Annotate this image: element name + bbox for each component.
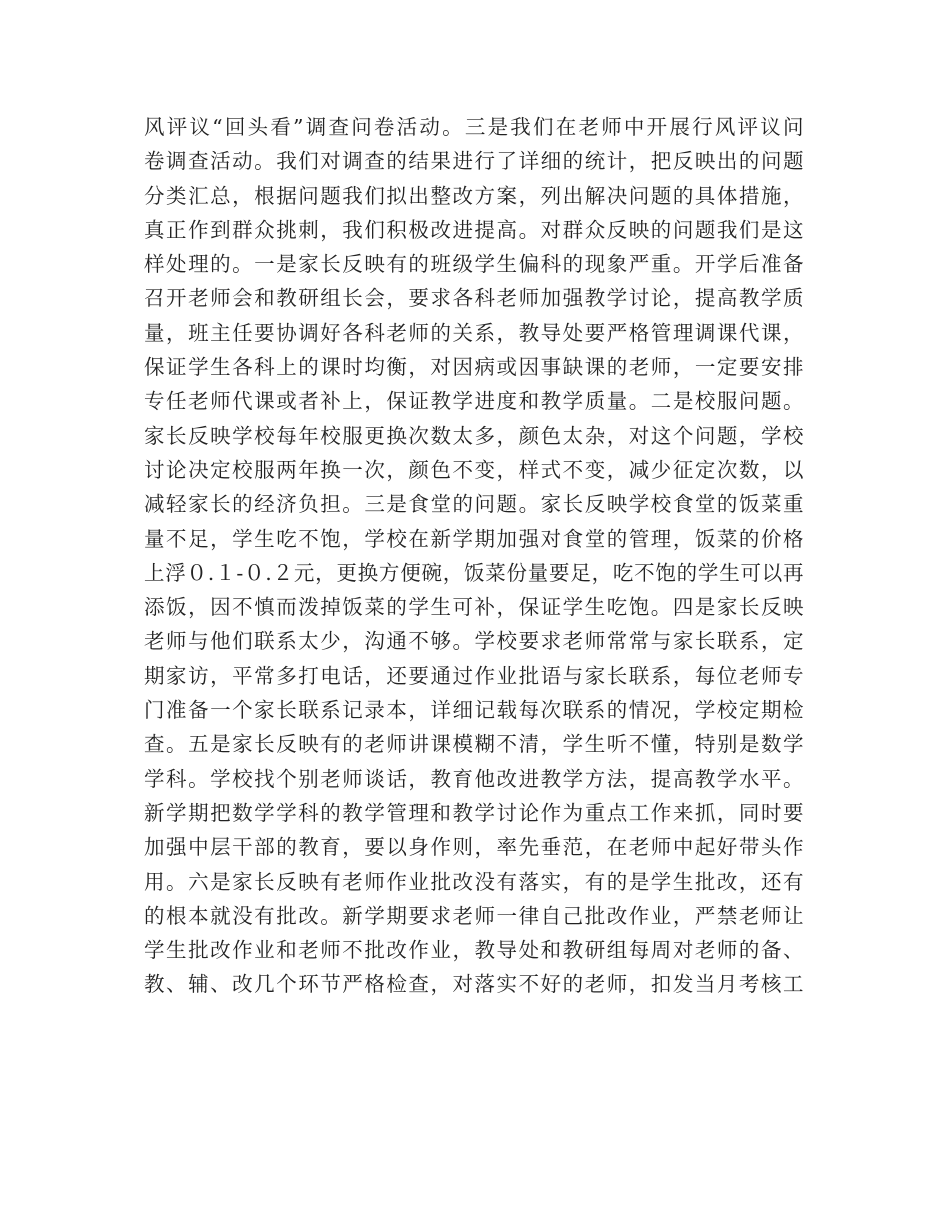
- text-line: 量不足，学生吃不饱，学校在新学期加强对食堂的管理，饭菜的价格: [144, 526, 804, 551]
- text-line: 样处理的。一是家长反映有的班级学生偏科的现象严重。开学后准备: [144, 252, 804, 277]
- text-line: 用。六是家长反映有老师作业批改没有落实，有的是学生批改，还有: [144, 869, 804, 894]
- text-line: 专任老师代课或者补上，保证教学进度和教学质量。二是校服问题。: [144, 389, 804, 414]
- text-line: 讨论决定校服两年换一次，颜色不变，样式不变，减少征定次数，以: [144, 457, 804, 482]
- text-line: 上浮０.１-０.２元，更换方便碗，饭菜份量要足，吃不饱的学生可以再: [144, 560, 804, 585]
- text-line: 召开老师会和教研组长会，要求各科老师加强教学讨论，提高教学质: [144, 286, 804, 311]
- text-line: 量，班主任要协调好各科老师的关系，教导处要严格管理调课代课，: [144, 320, 804, 345]
- text-line: 学科。学校找个别老师谈话，教育他改进教学方法，提高教学水平。: [144, 766, 804, 791]
- text-line: 减轻家长的经济负担。三是食堂的问题。家长反映学校食堂的饭菜重: [144, 492, 804, 517]
- text-line: 分类汇总，根据问题我们拟出整改方案，列出解决问题的具体措施，: [144, 183, 804, 208]
- text-line: 保证学生各科上的课时均衡，对因病或因事缺课的老师，一定要安排: [144, 355, 804, 380]
- text-line: 期家访，平常多打电话，还要通过作业批语与家长联系，每位老师专: [144, 663, 804, 688]
- text-line: 加强中层干部的教育，要以身作则，率先垂范，在老师中起好带头作: [144, 835, 804, 860]
- text-line: 添饭，因不慎而泼掉饭菜的学生可补，保证学生吃饱。四是家长反映: [144, 595, 804, 620]
- text-line: 风评议“回头看”调查问卷活动。三是我们在老师中开展行风评议问: [144, 115, 804, 139]
- text-line: 老师与他们联系太少，沟通不够。学校要求老师常常与家长联系，定: [144, 629, 804, 654]
- text-line: 新学期把数学学科的教学管理和教学讨论作为重点工作来抓，同时要: [144, 800, 804, 825]
- text-line: 卷调查活动。我们对调查的结果进行了详细的统计，把反映出的问题: [144, 149, 804, 174]
- text-line: 查。五是家长反映有的老师讲课模糊不清，学生听不懂，特别是数学: [144, 732, 804, 757]
- body-text: [144, 110, 804, 1002]
- text-line: 的根本就没有批改。新学期要求老师一律自己批改作业，严禁老师让: [144, 903, 804, 928]
- text-line: 教、辅、改几个环节严格检查，对落实不好的老师，扣发当月考核工: [144, 972, 804, 997]
- text-line: 学生批改作业和老师不批改作业，教导处和教研组每周对老师的备、: [144, 938, 804, 963]
- text-line: 真正作到群众挑刺，我们积极改进提高。对群众反映的问题我们是这: [144, 217, 804, 242]
- text-line: 家长反映学校每年校服更换次数太多，颜色太杂，对这个问题，学校: [144, 423, 804, 448]
- text-line: 门准备一个家长联系记录本，详细记载每次联系的情况，学校定期检: [144, 698, 804, 723]
